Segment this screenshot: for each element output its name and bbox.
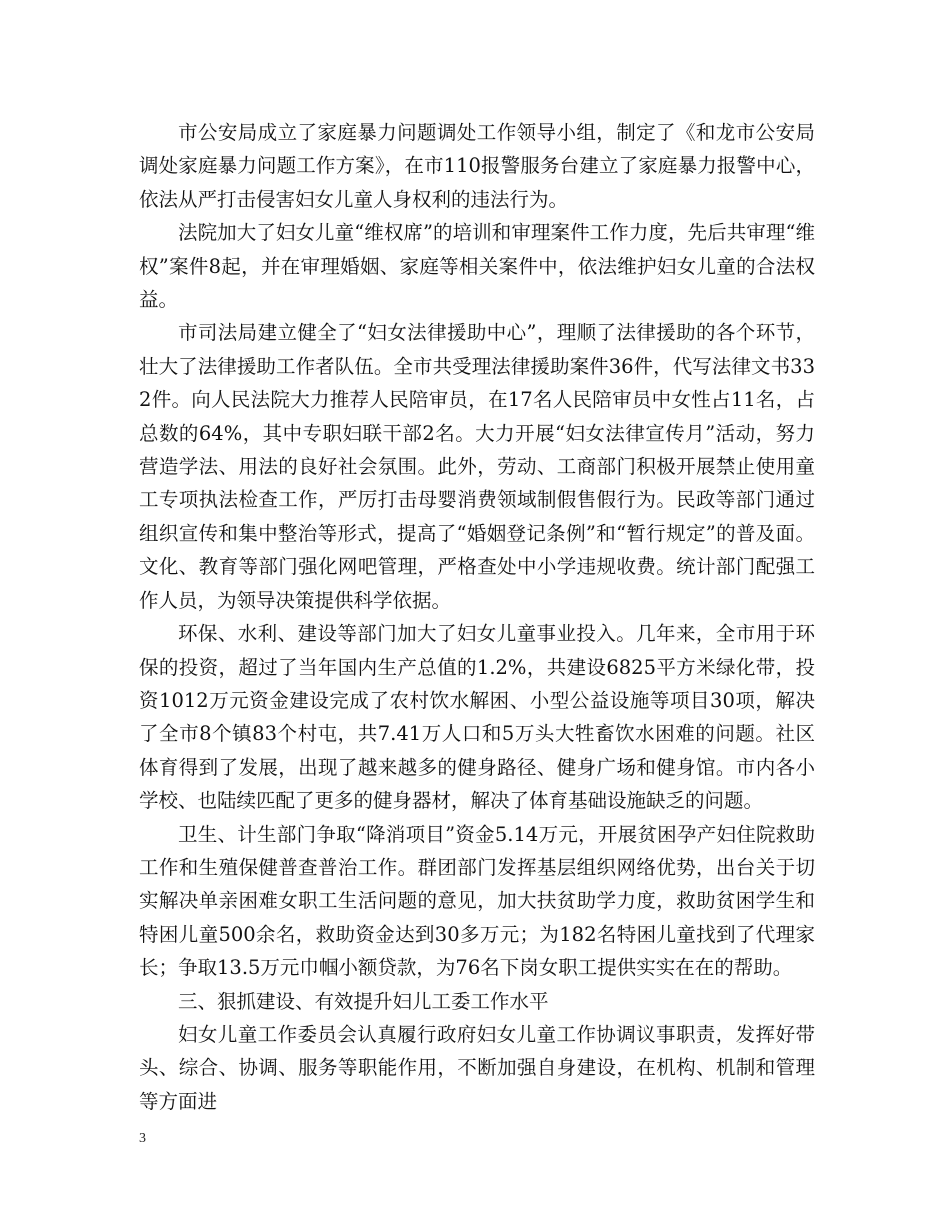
paragraph-committee: 妇女儿童工作委员会认真履行政府妇女儿童工作协调议事职责，发挥好带头、综合、协调、服务等职能作用，不断加强自身建设，在机构、机制和管理等方面进 xyxy=(139,1022,815,1113)
section-heading: 三、狠抓建设、有效提升妇儿工委工作水平 xyxy=(178,989,549,1013)
document-body xyxy=(139,116,815,1118)
paragraph-health: 卫生、计生部门争取“降消项目”资金5.14万元，开展贫困孕产妇住院救助工作和生殖保健普查普治工作。群团部门发挥基层组织网络优势，出台关于切实解决单亲困难女职工生活问题的意见，加大扶贫助学力度，救助贫困学生和特困儿童500余名，救助资金达到30多万元；为182名特困儿童找到了代理家长；争取13.5万元巾帼小额贷款，为76名下岗女职工提供实实在在的帮助。 xyxy=(139,822,815,980)
paragraph-environment: 环保、水利、建设等部门加大了妇女儿童事业投入。几年来，全市用于环保的投资，超过了当年国内生产总值的1.2%，共建设6825平方米绿化带，投资1012万元资金建设完成了农村饮水解困、小型公益设施等项目30项，解决了全市8个镇83个村屯，共7.41万人口和5万头大牲畜饮水困难的问题。社区体育得到了发展，出现了越来越多的健身路径、健身广场和健身馆。市内各小学校、也陆续匹配了更多的健身器材，解决了体育基础设施缺乏的问题。 xyxy=(139,622,815,813)
paragraph-court: 法院加大了妇女儿童“维权席”的培训和审理案件工作力度，先后共审理“维权”案件8起，并在审理婚姻、家庭等相关案件中，依法维护妇女儿童的合法权益。 xyxy=(139,221,815,312)
paragraph-justice-bureau: 市司法局建立健全了“妇女法律援助中心”，理顺了法律援助的各个环节，壮大了法律援助工作者队伍。全市共受理法律援助案件36件，代写法律文书332件。向人民法院大力推荐人民陪审员，在17名人民陪审员中女性占11名，占总数的64%，其中专职妇联干部2名。大力开展“妇女法律宣传月”活动，努力营造学法、用法的良好社会氛围。此外，劳动、工商部门积极开展禁止使用童工专项执法检查工作，严厉打击母婴消费领域制假售假行为。民政等部门通过组织宣传和集中整治等形式，提高了“婚姻登记条例”和“暂行规定”的普及面。文化、教育等部门强化网吧管理，严格查处中小学违规收费。统计部门配强工作人员，为领导决策提供科学依据。 xyxy=(139,321,815,612)
paragraph-public-security: 市公安局成立了家庭暴力问题调处工作领导小组，制定了《和龙市公安局调处家庭暴力问题工作方案》，在市110报警服务台建立了家庭暴力报警中心，依法从严打击侵害妇女儿童人身权利的违法行为。 xyxy=(139,121,815,211)
page-number: 3 xyxy=(139,1131,146,1146)
